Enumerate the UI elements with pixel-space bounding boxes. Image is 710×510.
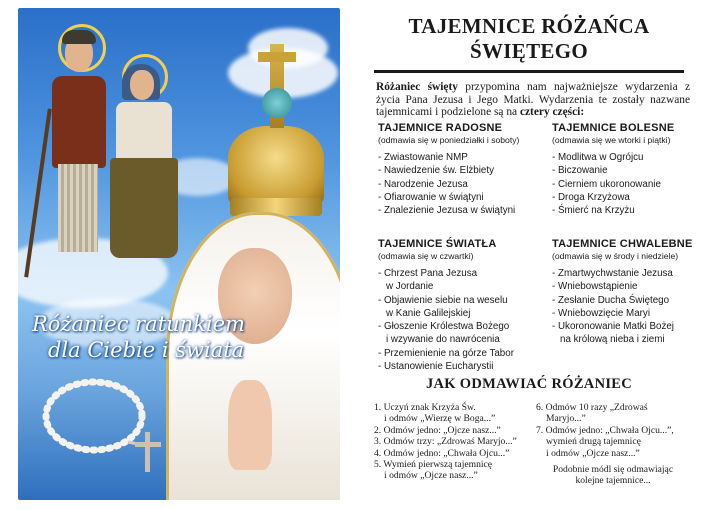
list-item: - Zwiastowanie NMP — [378, 152, 468, 163]
section-subtitle: (odmawia się w poniedziałki i soboty) — [378, 135, 520, 145]
list-item: - Zesłanie Ducha Świętego — [552, 294, 670, 306]
steps-left — [374, 402, 517, 482]
steps-right — [536, 402, 674, 459]
crown — [228, 126, 324, 206]
girl-skirt — [110, 158, 178, 258]
image-caption-line2: dla Ciebie i świata — [48, 338, 245, 362]
intro-paragraph — [376, 81, 690, 119]
section-chwalebne — [552, 238, 710, 347]
boy-jacket — [52, 76, 106, 168]
list-item: - Ofiarowanie w świątyni — [378, 191, 484, 203]
list-item: i wzywanie do nawrócenia — [386, 334, 500, 346]
intro-bold: Różaniec święty — [376, 81, 458, 93]
cloud — [248, 28, 328, 68]
step-line: 1. Uczyń znak Krzyża Św. — [374, 402, 476, 413]
list-item: - Ustanowienie Eucharystii — [378, 361, 494, 373]
step-line: i odmów „Wierzę w Boga...” — [384, 413, 496, 425]
rosary-icon — [32, 368, 182, 488]
step-line: 5. Wymień pierwszą tajemnicę — [374, 459, 493, 471]
section-title: TAJEMNICE BOLESNE — [552, 122, 675, 134]
list-item: - Wniebowstąpienie — [552, 281, 638, 293]
closing-line: Podobnie módl się odmawiając — [552, 464, 674, 475]
section-title: TAJEMNICE ŚWIATŁA — [378, 238, 497, 250]
title-rule — [374, 70, 684, 73]
section-subtitle: (odmawia się w czwartki) — [378, 251, 474, 261]
section-title: TAJEMNICE CHWALEBNE — [552, 238, 693, 250]
list-item: - Głoszenie Królestwa Bożego — [378, 321, 510, 333]
section-bolesne — [552, 122, 710, 217]
list-item: - Narodzenie Jezusa — [378, 178, 468, 190]
closing-line: kolejne tajemnice... — [575, 475, 651, 487]
step-line: 4. Odmów jedno: „Chwała Ojcu...” — [374, 447, 510, 459]
crown-cross-bar — [258, 52, 296, 62]
section-subtitle: (odmawia się w środy i niedziele) — [552, 251, 679, 261]
closing-note — [540, 464, 686, 487]
list-item: - Objawienie siebie na weselu — [378, 294, 508, 306]
list-item: na królową nieba i ziemi — [560, 334, 665, 346]
praying-hands — [228, 380, 272, 470]
list-item: - Przemienienie na górze Tabor — [378, 347, 514, 359]
list-item: - Biczowanie — [552, 165, 608, 177]
rosary-document — [364, 14, 694, 502]
list-item: - Chrzest Pana Jezusa — [378, 268, 478, 279]
list-item: - Cierniem ukoronowanie — [552, 178, 661, 190]
list-item: - Nawiedzenie św. Elżbiety — [378, 165, 494, 177]
list-item: - Ukoronowanie Matki Bożej — [552, 321, 674, 333]
section-title: TAJEMNICE RADOSNE — [378, 122, 503, 134]
section-radosne — [378, 122, 538, 217]
list-item: - Modlitwa w Ogrójcu — [552, 152, 644, 163]
step-line: i odmów „Ojcze nasz...” — [546, 447, 640, 459]
step-line: wymień drugą tajemnicę — [546, 436, 641, 448]
intro-text: przypomina nam najważniejsze wydarzenia z życia Pana Jezusa i Jego Matki. Wydarzenia te zostały nazwane tajemnicami i podzielone są na — [376, 81, 690, 119]
crown-orb — [262, 88, 292, 118]
list-item: - Zmartwychwstanie Jezusa — [552, 268, 673, 279]
intro-bold-2: cztery części: — [519, 106, 585, 119]
step-line: 2. Odmów jedno: „Ojcze nasz...” — [374, 424, 501, 436]
list-item: w Jordanie — [386, 281, 434, 293]
list-item: w Kanie Galilejskiej — [386, 307, 471, 319]
devotional-image — [18, 8, 340, 500]
list-item: - Droga Krzyżowa — [552, 191, 630, 203]
section-swiatla — [378, 238, 538, 373]
step-line: i odmów „Ojcze nasz...” — [384, 470, 478, 482]
list-item: - Znalezienie Jezusa w świątyni — [378, 205, 516, 217]
boy-cap — [62, 30, 96, 44]
image-caption-line1: Różaniec ratunkiem — [32, 312, 245, 336]
list-item: - Wniebowzięcie Maryi — [552, 307, 650, 319]
girl-blouse — [116, 102, 172, 164]
step-line: 3. Odmów trzy: „Zdrowaś Maryjo...” — [374, 436, 517, 448]
howto-title: JAK ODMAWIAĆ RÓŻANIEC — [425, 376, 633, 392]
document-title: TAJEMNICE RÓŻAŃCA ŚWIĘTEGO — [408, 14, 650, 63]
step-line: Maryjo...” — [546, 413, 586, 425]
step-line: 6. Odmów 10 razy „Zdrowaś — [536, 402, 648, 413]
list-item: - Śmierć na Krzyżu — [552, 205, 635, 217]
step-line: 7. Odmów jedno: „Chwała Ojcu...”, — [536, 424, 674, 436]
girl-face — [130, 70, 154, 100]
boy-trousers — [58, 164, 98, 252]
section-subtitle: (odmawia się we wtorki i piątki) — [552, 135, 671, 145]
